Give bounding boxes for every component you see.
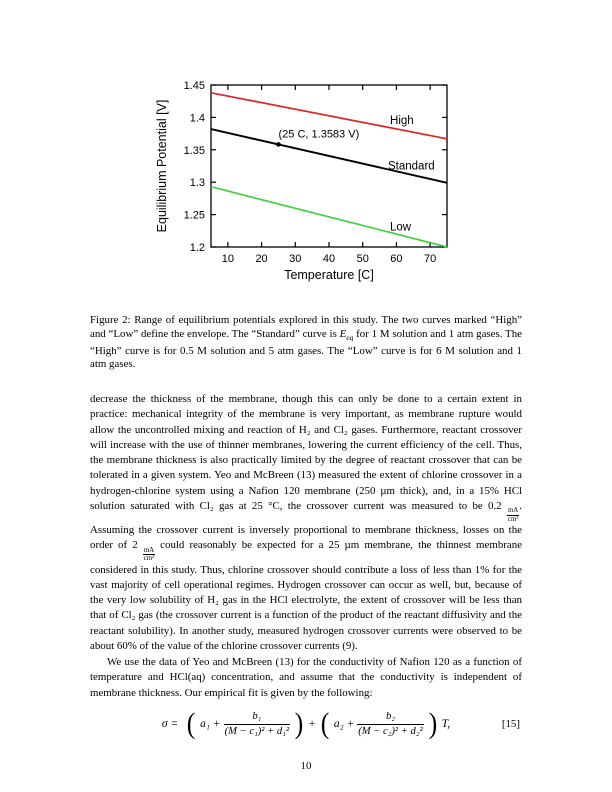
- x-tick-label: 70: [424, 253, 437, 265]
- body-paragraph-2: We use the data of Yeo and McBreen (13) for the conductivity of Nafion 120 as a function of temperature and HCl(aq) concentration, and assume that the conductivity is independent of membrane thickness. Our empirical fit is given by the following:: [90, 656, 522, 699]
- fraction-1-denominator: (M − c₁)² + d₁²: [224, 725, 290, 737]
- equation-a1-term: a₁ +: [200, 718, 221, 730]
- equation-fraction-2: [357, 710, 424, 739]
- figure-2: [130, 70, 470, 298]
- x-tick-label: 20: [255, 253, 268, 265]
- y-tick-label: 1.45: [183, 80, 205, 92]
- y-tick-label: 1.35: [183, 144, 205, 157]
- y-tick-label: 1.2: [189, 242, 205, 254]
- y-tick-label: 1.3: [189, 177, 205, 190]
- equation-a2-term: a₂ +: [333, 718, 355, 730]
- equation-T-term: T,: [441, 718, 451, 730]
- fraction-2-denominator: (M − c₂)² + d₂²: [358, 725, 423, 737]
- x-axis-title: Temperature [C]: [284, 268, 374, 282]
- equation-15: [90, 700, 522, 748]
- page-number: 10: [300, 760, 312, 772]
- equation-number: [15]: [501, 718, 520, 730]
- equation-plus: +: [308, 718, 316, 730]
- inline-fraction: $\frac{mA}{\text{cm²}}$: [143, 546, 155, 563]
- annotation-label: (25 C, 1.3583 V): [278, 128, 360, 141]
- left-paren-2: (: [320, 707, 330, 740]
- series-label-standard: Standard: [388, 160, 435, 173]
- caption-text-post: for 1 M solution and 1 atm gases. The “High” curve is for 0.5 M solution and 5 atm gases. The “Low” curve is for 6 M solution and 1 atm gases.: [90, 327, 522, 371]
- y-tick-label: 1.25: [183, 209, 205, 222]
- right-paren-2: ): [428, 707, 437, 740]
- y-axis-title: Equilibrium Potential [V]: [155, 99, 169, 233]
- right-paren-1: ): [294, 707, 304, 740]
- equilibrium-potential-chart: [130, 70, 470, 298]
- caption-text-pre: Figure 2: Range of equilibrium potentials explored in this study. The two curves marked “High” and “Low” define the envelope. The “Standard” curve is: [90, 314, 522, 340]
- x-tick-label: 50: [356, 253, 369, 265]
- series-line-low: [211, 187, 447, 247]
- equation-row: [90, 700, 522, 748]
- series-label-low: Low: [390, 221, 412, 234]
- x-tick-label: 60: [390, 253, 403, 265]
- fraction-2-numerator: b₂: [357, 710, 424, 725]
- figure-caption: [90, 314, 522, 372]
- caption-eeq-subscript: eq: [346, 332, 354, 342]
- caption-eeq-symbol: E: [339, 327, 347, 340]
- x-tick-label: 40: [322, 253, 336, 265]
- left-paren-1: (: [186, 707, 196, 740]
- x-tick-label: 10: [221, 253, 234, 265]
- fraction-1-numerator: b₁: [224, 710, 291, 725]
- equation-fraction-1: [224, 710, 291, 739]
- y-tick-label: 1.4: [189, 112, 205, 125]
- series-label-high: High: [390, 115, 414, 128]
- annotation-point: [276, 142, 281, 147]
- equation-lhs: σ =: [161, 718, 179, 730]
- x-tick-label: 30: [289, 253, 302, 265]
- inline-fraction: $\frac{mA}{\text{cm²}}$: [507, 507, 519, 523]
- body-paragraph-1: decrease the thickness of the membrane, though this can only be done to a certain extent in practice: mechanical integrity of the membrane is very important, as membrane rupture would allow the uncontrolled mixing and reaction of H₂ and Cl₂ gases. Furthermore, reactant crossover will increase with the use of thinner membranes, lowering the current efficiency of the cell. Thus, the membrane thickness is also practically limited by the degree of reactant crossover that can be tolerated in a given system. Yeo and McBreen (13) measured the extent of chlorine crossover in a hydrogen-chlorine system using a Nafion 120 membrane (250 µm thick), and, in a 15% HCl solution saturated with Cl₂ gas at 25 °C, the crossover current was measured to be 0.2 $\frac{mA}{\text{cm²}}$ . Assuming the crossover current is inversely proportional to membrane thickness, losses on the order of 2 $\frac{mA}{\text{cm²}}$ could reasonably be expected for a 25 µm membrane, the thinnest membrane considered in this study. Thus, chlorine crossover should contribute a loss of less than 1% for the vast majority of cell operational regimes. Hydrogen crossover can occur as well, but, because of the very low solubility of H₂ gas in the HCl electrolyte, the extent of crossover will be less than that of Cl₂ gas (the crossover current is a function of the product of the reactant diffusivity and the reactant solubility). In another study, measured hydrogen crossover currents were observed to be about 60% of the value of the chlorine crossover currents (9).: [90, 393, 523, 652]
